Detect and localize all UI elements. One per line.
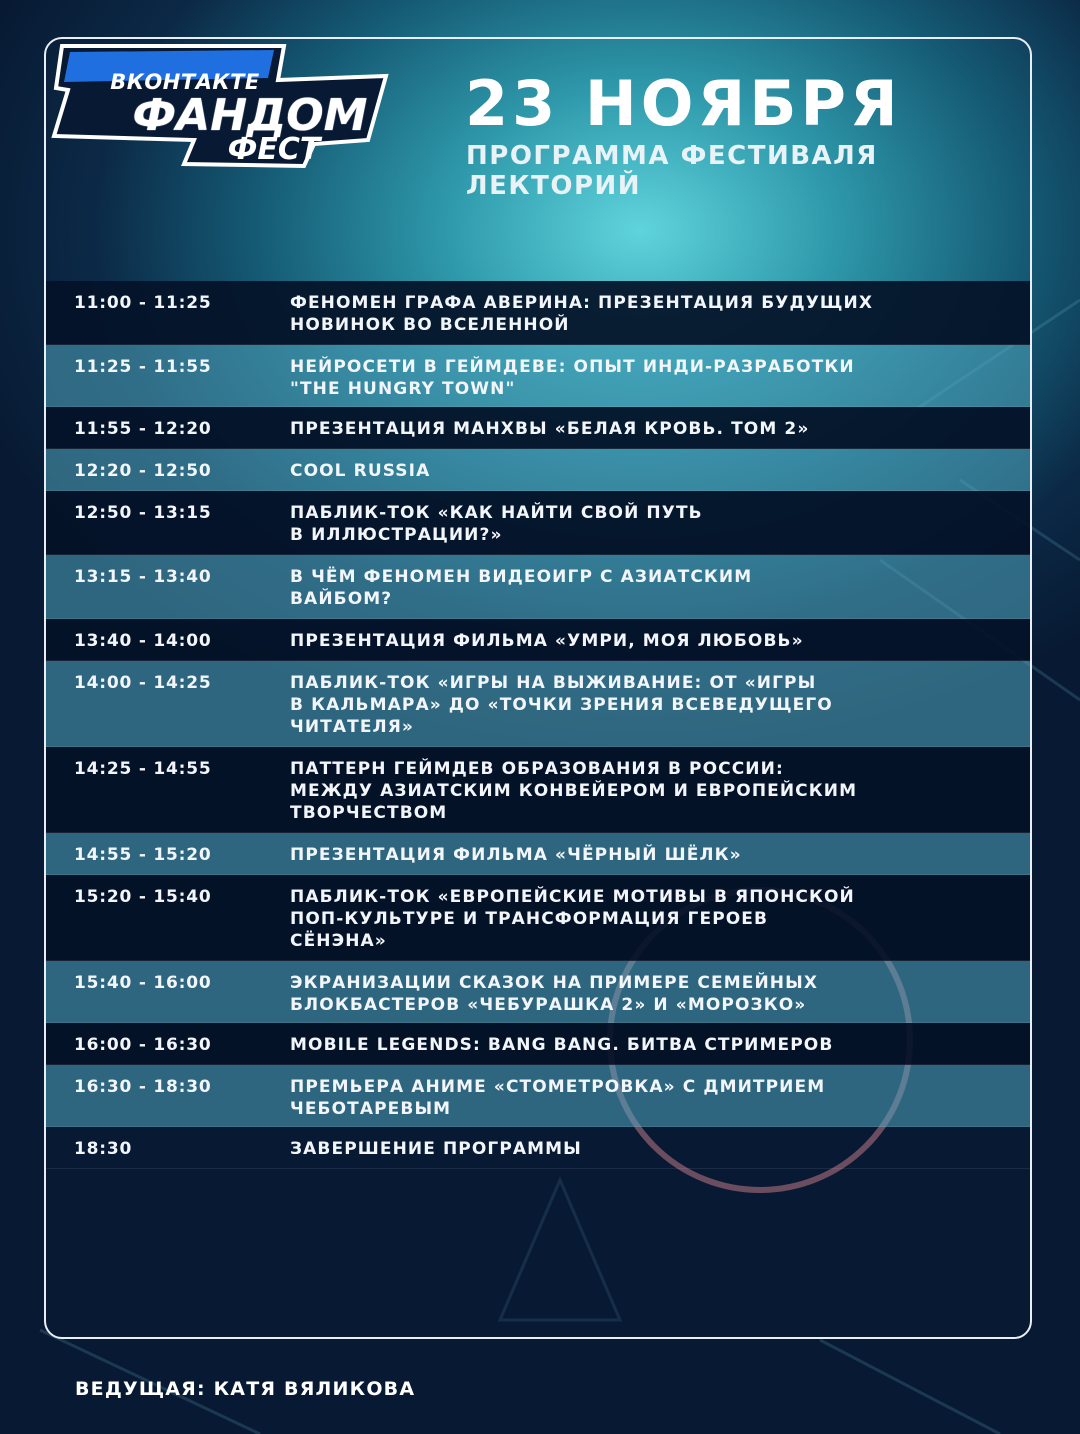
schedule-title-line: ФЕНОМЕН ГРАФА АВЕРИНА: ПРЕЗЕНТАЦИЯ БУДУЩИХ xyxy=(290,293,874,313)
schedule-title-line: В ИЛЛЮСТРАЦИИ?» xyxy=(290,525,503,545)
schedule-title xyxy=(290,502,1030,554)
schedule-title xyxy=(290,672,1030,746)
schedule-time: 16:30 - 18:30 xyxy=(74,1077,212,1097)
schedule-time: 15:40 - 16:00 xyxy=(74,973,212,993)
schedule-row xyxy=(46,407,1030,449)
schedule-title xyxy=(290,292,1030,344)
schedule-title-line: ПОП-КУЛЬТУРЕ И ТРАНСФОРМАЦИЯ ГЕРОЕВ xyxy=(290,909,769,929)
schedule-title-line: ПАБЛИК-ТОК «КАК НАЙТИ СВОЙ ПУТЬ xyxy=(290,503,703,523)
schedule-title xyxy=(290,1034,1030,1064)
festival-logo xyxy=(34,28,394,168)
schedule-title-line: МЕЖДУ АЗИАТСКИМ КОНВЕЙЕРОМ И ЕВРОПЕЙСКИМ xyxy=(290,781,858,801)
schedule-title-line: ЧИТАТЕЛЯ» xyxy=(290,717,415,737)
program-subtitle xyxy=(466,141,878,201)
logo-vk-text: ВКОНТАКТЕ xyxy=(110,70,260,94)
schedule-title-line: НЕЙРОСЕТИ В ГЕЙМДЕВЕ: ОПЫТ ИНДИ-РАЗРАБОТКИ xyxy=(290,357,855,377)
schedule-title-line: ПРЕЗЕНТАЦИЯ ФИЛЬМА «ЧЁРНЫЙ ШЁЛК» xyxy=(290,845,742,865)
schedule-time: 11:55 - 12:20 xyxy=(74,419,212,439)
schedule-title-line: ТВОРЧЕСТВОМ xyxy=(290,803,448,823)
schedule-time: 16:00 - 16:30 xyxy=(74,1035,212,1055)
schedule-title xyxy=(290,460,1030,490)
schedule-title xyxy=(290,1138,1030,1168)
schedule-time: 11:25 - 11:55 xyxy=(74,357,212,377)
schedule-title xyxy=(290,972,1030,1022)
schedule-title-line: ПАТТЕРН ГЕЙМДЕВ ОБРАЗОВАНИЯ В РОССИИ: xyxy=(290,759,784,779)
schedule-title xyxy=(290,566,1030,618)
host-credit: ВЕДУЩАЯ: КАТЯ ВЯЛИКОВА xyxy=(75,1378,416,1400)
schedule-row xyxy=(46,1023,1030,1065)
schedule-time: 13:40 - 14:00 xyxy=(74,631,212,651)
schedule-time: 11:00 - 11:25 xyxy=(74,293,212,313)
schedule-title-line: "THE HUNGRY TOWN" xyxy=(290,379,516,399)
schedule-title-line: ЭКРАНИЗАЦИИ СКАЗОК НА ПРИМЕРЕ СЕМЕЙНЫХ xyxy=(290,973,819,993)
schedule-row xyxy=(46,281,1030,345)
schedule-row xyxy=(46,449,1030,491)
schedule-row xyxy=(46,875,1030,961)
logo-main-text: ФАНДОМ xyxy=(132,90,368,141)
schedule-time: 14:55 - 15:20 xyxy=(74,845,212,865)
logo-sub-text: ФЕСТ xyxy=(227,132,321,167)
schedule-title-line: ПРЕМЬЕРА АНИМЕ «СТОМЕТРОВКА» С ДМИТРИЕМ xyxy=(290,1077,826,1097)
schedule-title-line: ЧЕБОТАРЕВЫМ xyxy=(290,1099,452,1119)
schedule-title xyxy=(290,630,1030,660)
schedule-title-line: В КАЛЬМАРА» ДО «ТОЧКИ ЗРЕНИЯ ВСЕВЕДУЩЕГО xyxy=(290,695,833,715)
schedule-table xyxy=(46,281,1030,1169)
schedule-title xyxy=(290,844,1030,874)
schedule-title-line: MOBILE LEGENDS: BANG BANG. БИТВА СТРИМЕРОВ xyxy=(290,1035,834,1055)
schedule-time: 14:00 - 14:25 xyxy=(74,673,212,693)
schedule-title-line: ЗАВЕРШЕНИЕ ПРОГРАММЫ xyxy=(290,1139,582,1159)
schedule-row xyxy=(46,555,1030,619)
schedule-row xyxy=(46,833,1030,875)
schedule-title-line: COOL RUSSIA xyxy=(290,461,431,481)
schedule-title-line: ПАБЛИК-ТОК «ЕВРОПЕЙСКИЕ МОТИВЫ В ЯПОНСКОЙ xyxy=(290,887,855,907)
subtitle-line-2: ЛЕКТОРИЙ xyxy=(466,171,642,201)
event-date: 23 НОЯБРЯ xyxy=(465,67,902,140)
schedule-row xyxy=(46,1127,1030,1169)
schedule-title xyxy=(290,1076,1030,1126)
schedule-title-line: ВАЙБОМ? xyxy=(290,589,393,609)
schedule-time: 13:15 - 13:40 xyxy=(74,567,212,587)
schedule-title xyxy=(290,418,1030,448)
schedule-time: 14:25 - 14:55 xyxy=(74,759,212,779)
schedule-title-line: СЁНЭНА» xyxy=(290,931,387,951)
schedule-title-line: НОВИНОК ВО ВСЕЛЕННОЙ xyxy=(290,315,570,335)
schedule-title-line: ПАБЛИК-ТОК «ИГРЫ НА ВЫЖИВАНИЕ: ОТ «ИГРЫ xyxy=(290,673,817,693)
schedule-time: 12:50 - 13:15 xyxy=(74,503,212,523)
schedule-row xyxy=(46,747,1030,833)
schedule-title xyxy=(290,758,1030,832)
schedule-time: 15:20 - 15:40 xyxy=(74,887,212,907)
schedule-row xyxy=(46,661,1030,747)
schedule-row xyxy=(46,1065,1030,1127)
schedule-time: 18:30 xyxy=(74,1139,133,1159)
schedule-title-line: БЛОКБАСТЕРОВ «ЧЕБУРАШКА 2» И «МОРОЗКО» xyxy=(290,995,807,1015)
schedule-title xyxy=(290,356,1030,406)
schedule-row xyxy=(46,961,1030,1023)
subtitle-line-1: ПРОГРАММА ФЕСТИВАЛЯ xyxy=(466,141,878,171)
schedule-title xyxy=(290,886,1030,960)
schedule-title-line: В ЧЁМ ФЕНОМЕН ВИДЕОИГР С АЗИАТСКИМ xyxy=(290,567,753,587)
schedule-title-line: ПРЕЗЕНТАЦИЯ ФИЛЬМА «УМРИ, МОЯ ЛЮБОВЬ» xyxy=(290,631,804,651)
schedule-row xyxy=(46,345,1030,407)
schedule-row xyxy=(46,491,1030,555)
schedule-title-line: ПРЕЗЕНТАЦИЯ МАНХВЫ «БЕЛАЯ КРОВЬ. ТОМ 2» xyxy=(290,419,810,439)
schedule-time: 12:20 - 12:50 xyxy=(74,461,212,481)
schedule-row xyxy=(46,619,1030,661)
